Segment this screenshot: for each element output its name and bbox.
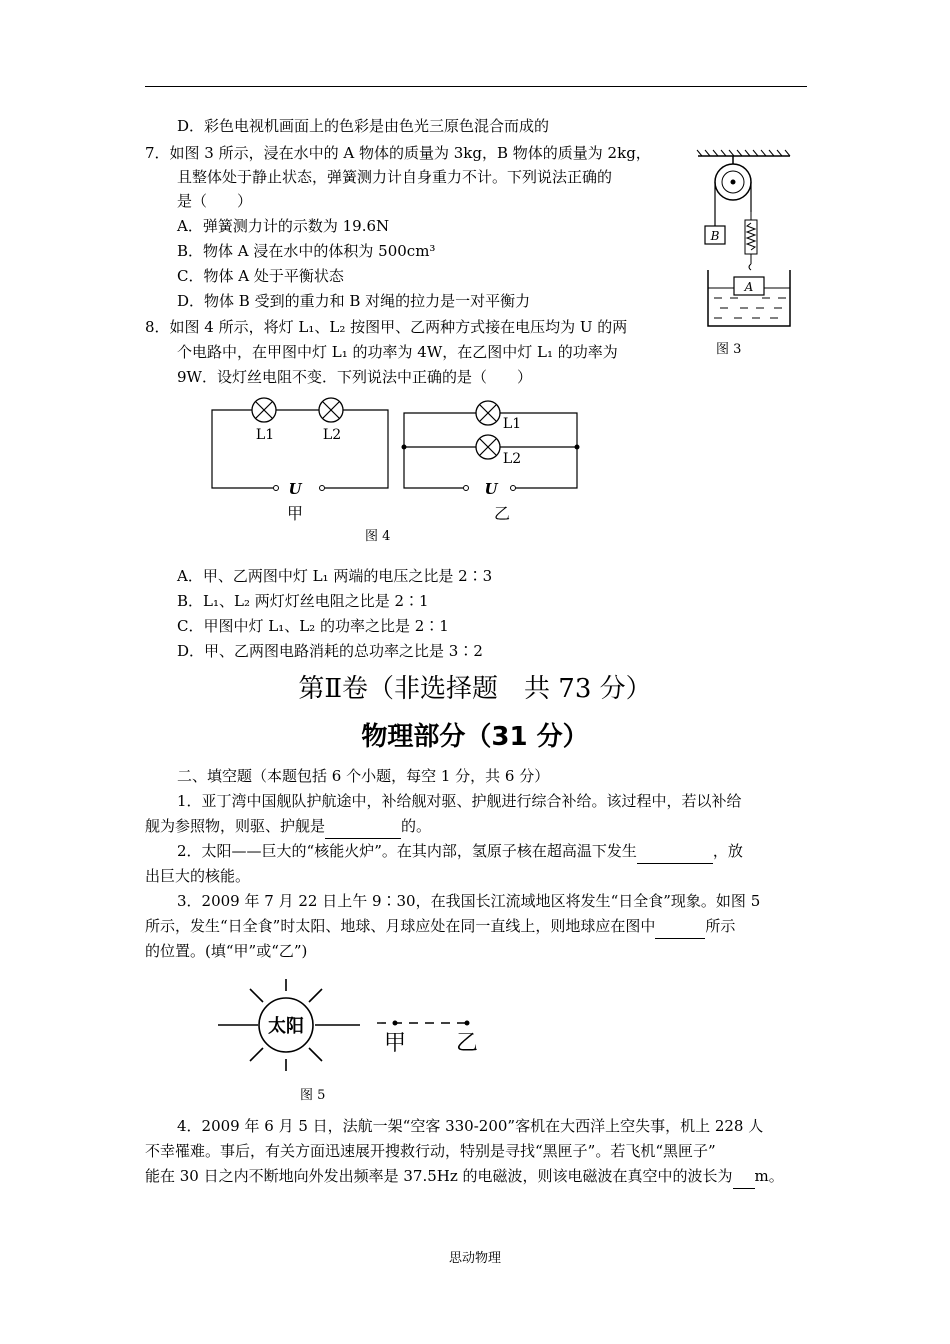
figure-4-caption: 图 4 (365, 529, 391, 544)
q8-option-d: D．甲、乙两图电路消耗的总功率之比是 3∶2 (177, 642, 483, 660)
fill-q1-line2 (145, 814, 431, 839)
fill-q3-line3: 的位置。(填“甲”或“乙”) (145, 942, 308, 960)
q7-stem-line3: 是（ ） (177, 192, 253, 210)
terminal-left-jia (274, 486, 279, 491)
position-yi-label: 乙 (455, 1031, 479, 1056)
figure-5-caption: 图 5 (300, 1088, 326, 1103)
q6-option-d: D．彩色电视机画面上的色彩是由色光三原色混合而成的 (177, 117, 550, 135)
q8-stem-line2: 个电路中，在甲图中灯 L₁ 的功率为 4W，在乙图中灯 L₁ 的功率为 (177, 343, 618, 361)
block-b-label: B (710, 229, 720, 243)
header-rule (145, 86, 807, 87)
q7-option-c: C．物体 A 处于平衡状态 (177, 267, 344, 285)
fill-q2-line2: 出巨大的核能。 (145, 867, 251, 885)
position-yi-dot (465, 1021, 470, 1026)
lamp-l2-jia (319, 398, 343, 422)
q7-option-b: B．物体 A 浸在水中的体积为 500cm³ (177, 242, 436, 260)
q8-stem-line1: 8．如图 4 所示，将灯 L₁、L₂ 按图甲、乙两种方式接在电压均为 U 的两 (145, 318, 628, 336)
page-footer: 思动物理 (448, 1251, 501, 1266)
q7-stem-line2: 且整体处于静止状态，弹簧测力计自身重力不计。下列说法正确的 (177, 168, 613, 186)
sun-label: 太阳 (268, 1016, 304, 1037)
fill-q2-blank[interactable] (637, 839, 713, 864)
circuit-jia (212, 398, 388, 523)
part2-subheading: 物理部分（31 分） (361, 722, 589, 752)
figure-5-eclipse (215, 975, 485, 1085)
fill-q2-line1 (177, 839, 743, 864)
figure-3-caption: 图 3 (716, 342, 742, 357)
fill-q1-text-b: 的。 (401, 817, 432, 835)
fill-q4-line2: 不幸罹难。事后，有关方面迅速展开搜救行动，特别是寻找“黑匣子”。若飞机“黑匣子” (145, 1142, 716, 1160)
circuit-yi-name: 乙 (493, 504, 511, 523)
fill-q3-text-a: 所示，发生“日全食”时太阳、地球、月球应处在同一直线上，则地球应在图中 (145, 917, 656, 935)
fill-q4-line1: 4．2009 年 6 月 5 日，法航一架“空客 330-200”客机在大西洋上空失事，机上 228 人 (177, 1117, 764, 1135)
lamp-l1-yi (476, 401, 500, 425)
circuit-yi (402, 401, 580, 523)
fill-q2-text-a: 2．太阳——巨大的“核能火炉”。在其内部，氢原子核在超高温下发生 (177, 842, 637, 860)
q7-option-a: A．弹簧测力计的示数为 19.6N (177, 217, 390, 235)
spring-balance (745, 212, 757, 270)
figure-3-pulley (690, 148, 800, 333)
lamp-l1-yi-label: L1 (502, 416, 522, 432)
figure-4-circuits (205, 395, 585, 530)
fill-q1-blank[interactable] (325, 814, 401, 839)
part2-heading: 第Ⅱ卷（非选择题 共 73 分） (298, 674, 652, 704)
lamp-l1-jia-label: L1 (255, 427, 275, 443)
q8-option-c: C．甲图中灯 L₁、L₂ 的功率之比是 2∶1 (177, 617, 449, 635)
source-u-yi: U (484, 480, 498, 498)
terminal-right-yi (511, 486, 516, 491)
lamp-l1-jia (252, 398, 276, 422)
fill-q3-line1: 3．2009 年 7 月 22 日上午 9∶30，在我国长江流域地区将发生“日全食”现象。如图 5 (177, 892, 761, 910)
fill-q1-text-a: 舰为参照物，则驱、护舰是 (145, 817, 326, 835)
position-jia-dot (393, 1021, 398, 1026)
q8-stem-line3: 9W．设灯丝电阻不变．下列说法中正确的是（ ） (177, 368, 532, 386)
lamp-l2-jia-label: L2 (322, 427, 342, 443)
fill-q1-line1: 1．亚丁湾中国舰队护航途中，补给舰对驱、护舰进行综合补给。该过程中，若以补给 (177, 792, 742, 810)
q7-option-d: D．物体 B 受到的重力和 B 对绳的拉力是一对平衡力 (177, 292, 531, 310)
fill-q3-line2 (145, 914, 735, 939)
block-a-label: A (744, 280, 754, 294)
fill-q3-text-b: 所示 (705, 917, 736, 935)
q8-option-b: B．L₁、L₂ 两灯灯丝电阻之比是 2∶1 (177, 592, 429, 610)
terminal-right-jia (320, 486, 325, 491)
fill-intro: 二、填空题（本题包括 6 个小题，每空 1 分，共 6 分） (177, 767, 550, 785)
circuit-jia-name: 甲 (286, 504, 304, 523)
lamp-l2-yi (476, 435, 500, 459)
source-u-jia: U (288, 480, 302, 498)
fill-q4-blank[interactable] (733, 1164, 755, 1189)
lamp-l2-yi-label: L2 (502, 451, 522, 467)
fill-q4-text-b: m。 (754, 1167, 784, 1185)
fill-q4-line3 (145, 1164, 784, 1189)
fill-q2-text-b: ，放 (712, 842, 743, 860)
q8-option-a: A．甲、乙两图中灯 L₁ 两端的电压之比是 2∶3 (177, 567, 493, 585)
fill-q3-blank[interactable] (655, 914, 705, 939)
fill-q4-text-a: 能在 30 日之内不断地向外发出频率是 37.5Hz 的电磁波，则该电磁波在真空中的波长为 (145, 1167, 733, 1185)
q7-stem-line1: 7．如图 3 所示，浸在水中的 A 物体的质量为 3kg，B 物体的质量为 2kg， (145, 144, 651, 162)
terminal-left-yi (464, 486, 469, 491)
position-jia-label: 甲 (383, 1031, 407, 1056)
